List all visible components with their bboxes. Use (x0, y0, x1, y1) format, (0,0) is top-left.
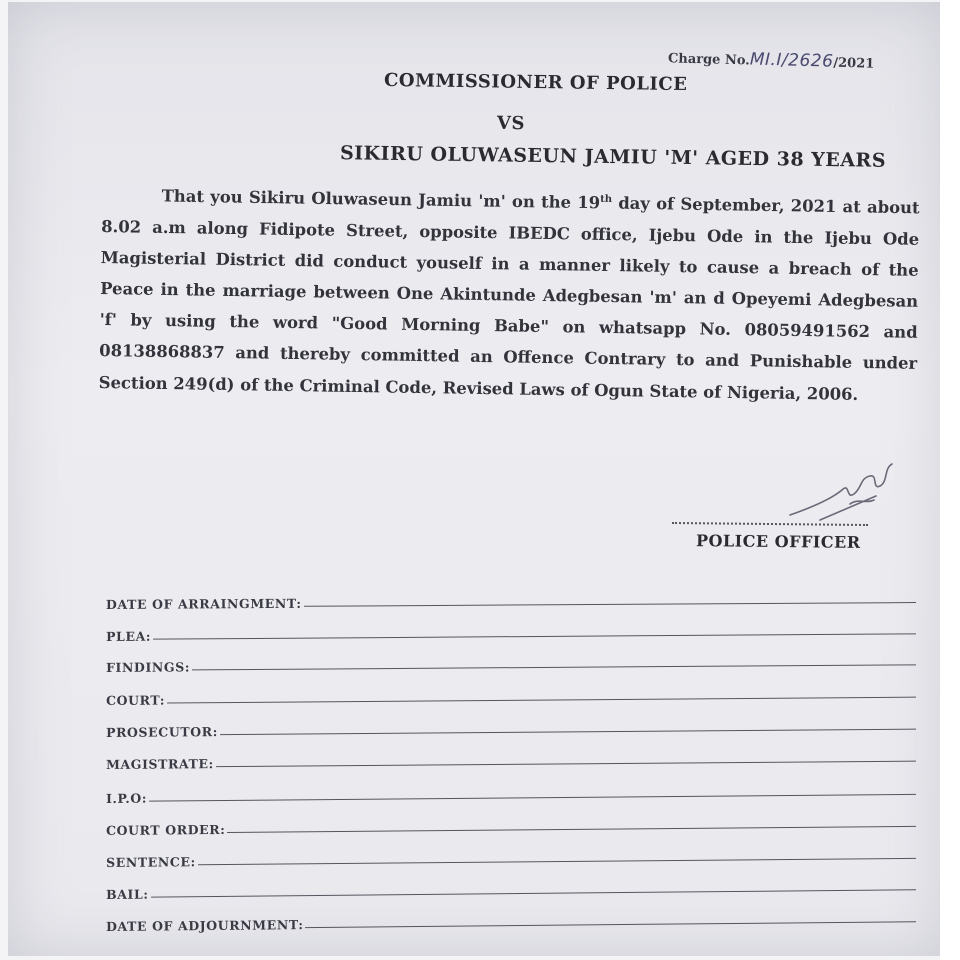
complainant-heading: COMMISSIONER OF POLICE (383, 69, 688, 96)
field-blank-line (151, 889, 916, 897)
field-bail (106, 870, 916, 902)
field-blank-line (216, 761, 916, 767)
field-label: PROSECUTOR: (105, 724, 218, 740)
field-findings (106, 645, 916, 675)
field-blank-line (149, 794, 916, 802)
field-date-of-arraignment (106, 583, 916, 612)
field-blank-line (304, 602, 916, 607)
charge-statement-part2: day of September, 2021 at about 8.02 a.m along Fidipote Street, opposite IBEDC office, Ijebu Ode in the Ijebu Ode Magisterial District did conduct youself in a manner likely to cause a breach of the Peace in the marriage between One Akintunde Adegbesan 'm' an d Opeyemi Adegbesan 'f' by using the word "Good Morning Babe" on whatsapp No. 08059491562 and 08138868837 and thereby committed an Offence Contrary to and Punishable under Section 249(d) of the Criminal Code, Revised Laws of Ogun State of Nigeria, 2006. (98, 193, 920, 404)
field-label: DATE OF ADJOURNMENT: (105, 917, 304, 934)
field-label: FINDINGS: (105, 659, 191, 675)
field-magistrate (106, 742, 916, 772)
field-blank-line (306, 921, 917, 928)
charge-number-handwritten: MI.I/2626 (749, 49, 834, 72)
field-label: BAIL: (105, 886, 149, 902)
field-court (106, 678, 916, 708)
defendant-heading: SIKIRU OLUWASEUN JAMIU 'M' AGED 38 YEARS (339, 142, 887, 172)
field-label: COURT: (105, 692, 166, 708)
field-plea (106, 614, 916, 644)
field-sentence (106, 839, 916, 870)
field-label: DATE OF ARRAINGMENT: (105, 595, 302, 612)
field-blank-line (153, 633, 916, 639)
field-blank-line (198, 858, 916, 865)
field-date-of-adjournment (106, 902, 916, 934)
field-blank-line (167, 697, 916, 704)
police-officer-label: POLICE OFFICER (695, 531, 861, 552)
field-blank-line (227, 826, 916, 833)
charge-number-prefix: Charge No. (667, 51, 750, 69)
field-court-order (106, 807, 916, 838)
field-label: I.P.O: (105, 790, 148, 806)
field-label: COURT ORDER: (105, 821, 226, 838)
versus-heading: VS (496, 112, 526, 135)
charge-statement-part1: That you Sikiru Oluwaseun Jamiu 'm' on the 19 (161, 186, 601, 213)
field-label: MAGISTRATE: (105, 756, 214, 772)
field-blank-line (192, 664, 916, 670)
field-label: SENTENCE: (105, 854, 196, 870)
charge-number-year: /2021 (833, 55, 875, 72)
field-label: PLEA: (105, 628, 152, 644)
charge-statement-ordinal: th (600, 193, 613, 206)
field-blank-line (220, 729, 916, 735)
field-prosecutor (106, 710, 916, 740)
field-ipo (106, 775, 916, 806)
